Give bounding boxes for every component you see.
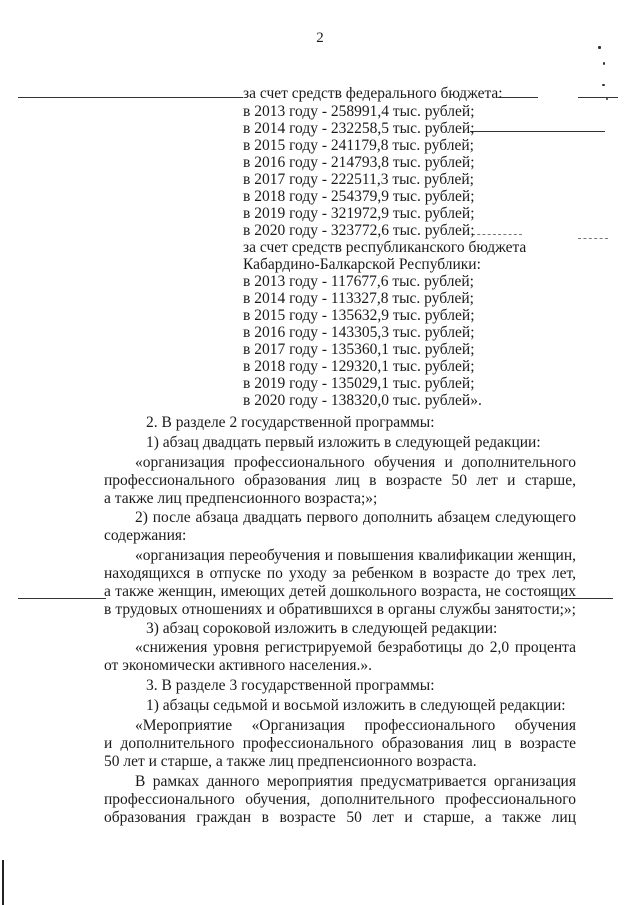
section2-quote3-line: от экономически активного населения.». bbox=[104, 657, 373, 674]
scan-rule bbox=[578, 97, 618, 98]
federal-year-line: в 2018 году - 254379,9 тыс. рублей; bbox=[243, 188, 475, 205]
section3-paragraph-line: профессионального обучения, дополнительного профессионального bbox=[104, 791, 576, 808]
republic-heading-cont: Кабардино-Балкарской Республики: bbox=[243, 256, 481, 273]
federal-heading: за счет средств федерального бюджета: bbox=[243, 85, 503, 102]
federal-year-line: в 2020 году - 323772,6 тыс. рублей; bbox=[243, 222, 475, 239]
republic-year-line: в 2019 году - 135029,1 тыс. рублей; bbox=[243, 375, 475, 392]
section2-quote2-line: «организация переобучения и повышения квалификации женщин, bbox=[135, 547, 576, 564]
scan-dash bbox=[472, 234, 522, 235]
page-number: 2 bbox=[316, 30, 324, 46]
scan-speck bbox=[603, 62, 605, 65]
scan-rule bbox=[18, 598, 106, 599]
scan-rule bbox=[470, 131, 605, 132]
page-edge-mark bbox=[2, 860, 4, 905]
section3-heading: 3. В разделе 3 государственной программы: bbox=[146, 677, 435, 694]
federal-year-line: в 2019 году - 321972,9 тыс. рублей; bbox=[243, 205, 475, 222]
section2-quote2-line: находящихся в отпуске по уходу за ребенком в возрасте до трех лет, bbox=[104, 565, 576, 582]
republic-year-line: в 2018 году - 129320,1 тыс. рублей; bbox=[243, 358, 475, 375]
federal-year-line: в 2014 году - 232258,5 тыс. рублей; bbox=[243, 120, 475, 137]
federal-year-line: в 2013 году - 258991,4 тыс. рублей; bbox=[243, 103, 475, 120]
republic-year-line: в 2015 году - 135632,9 тыс. рублей; bbox=[243, 307, 475, 324]
section2-quote3-line: «снижения уровня регистрируемой безработицы до 2,0 процента bbox=[135, 639, 576, 656]
section2-item2-line: 2) после абзаца двадцать первого дополнить абзацем следующего bbox=[135, 509, 576, 526]
scan-rule bbox=[18, 97, 243, 98]
scan-dash bbox=[578, 238, 608, 239]
republic-year-line: в 2013 году - 117677,6 тыс. рублей; bbox=[243, 273, 474, 290]
republic-heading: за счет средств республиканского бюджета bbox=[243, 239, 527, 256]
section2-heading: 2. В разделе 2 государственной программы: bbox=[146, 414, 435, 431]
section3-paragraph-line: В рамках данного мероприятия предусматривается организация bbox=[135, 773, 576, 790]
section2-quote2-line: а также женщин, имеющих детей дошкольного возраста, не состоящих bbox=[104, 583, 576, 600]
republic-year-line: в 2014 году - 113327,8 тыс. рублей; bbox=[243, 290, 474, 307]
scan-speck bbox=[602, 84, 605, 86]
section2-quote2-line: в трудовых отношениях и обратившихся в органы службы занятости;»; bbox=[104, 601, 576, 618]
section2-quote1-line: а также лиц предпенсионного возраста;»; bbox=[104, 490, 378, 507]
section3-quote1-line: и дополнительного профессионального образования лиц в возрасте bbox=[104, 735, 576, 752]
federal-year-line: в 2015 году - 241179,8 тыс. рублей; bbox=[243, 137, 474, 154]
scan-speck bbox=[598, 46, 601, 49]
section2-item1: 1) абзац двадцать первый изложить в следующей редакции: bbox=[146, 434, 541, 451]
federal-year-line: в 2017 году - 222511,3 тыс. рублей; bbox=[243, 171, 474, 188]
republic-year-line: в 2020 году - 138320,0 тыс. рублей». bbox=[243, 392, 482, 409]
section2-item3: 3) абзац сороковой изложить в следующей редакции: bbox=[146, 620, 498, 637]
section3-paragraph-line: образования граждан в возрасте 50 лет и старше, а также лиц bbox=[104, 809, 576, 826]
scan-rule bbox=[498, 97, 538, 98]
section2-item2-line: содержания: bbox=[104, 527, 187, 544]
section3-quote1-line: «Мероприятие «Организация профессионального обучения bbox=[135, 717, 576, 734]
section2-quote1-line: профессионального образования лиц в возрасте 50 лет и старше, bbox=[104, 472, 576, 489]
republic-year-line: в 2017 году - 135360,1 тыс. рублей; bbox=[243, 341, 475, 358]
republic-year-line: в 2016 году - 143305,3 тыс. рублей; bbox=[243, 324, 475, 341]
federal-year-line: в 2016 году - 214793,8 тыс. рублей; bbox=[243, 154, 475, 171]
section2-quote1-line: «организация профессионального обучения и дополнительного bbox=[135, 454, 576, 471]
section3-item1: 1) абзацы седьмой и восьмой изложить в следующей редакции: bbox=[146, 697, 566, 714]
section3-quote1-line: 50 лет и старше, а также лиц предпенсионного возраста. bbox=[104, 753, 477, 770]
scan-speck bbox=[606, 98, 608, 100]
